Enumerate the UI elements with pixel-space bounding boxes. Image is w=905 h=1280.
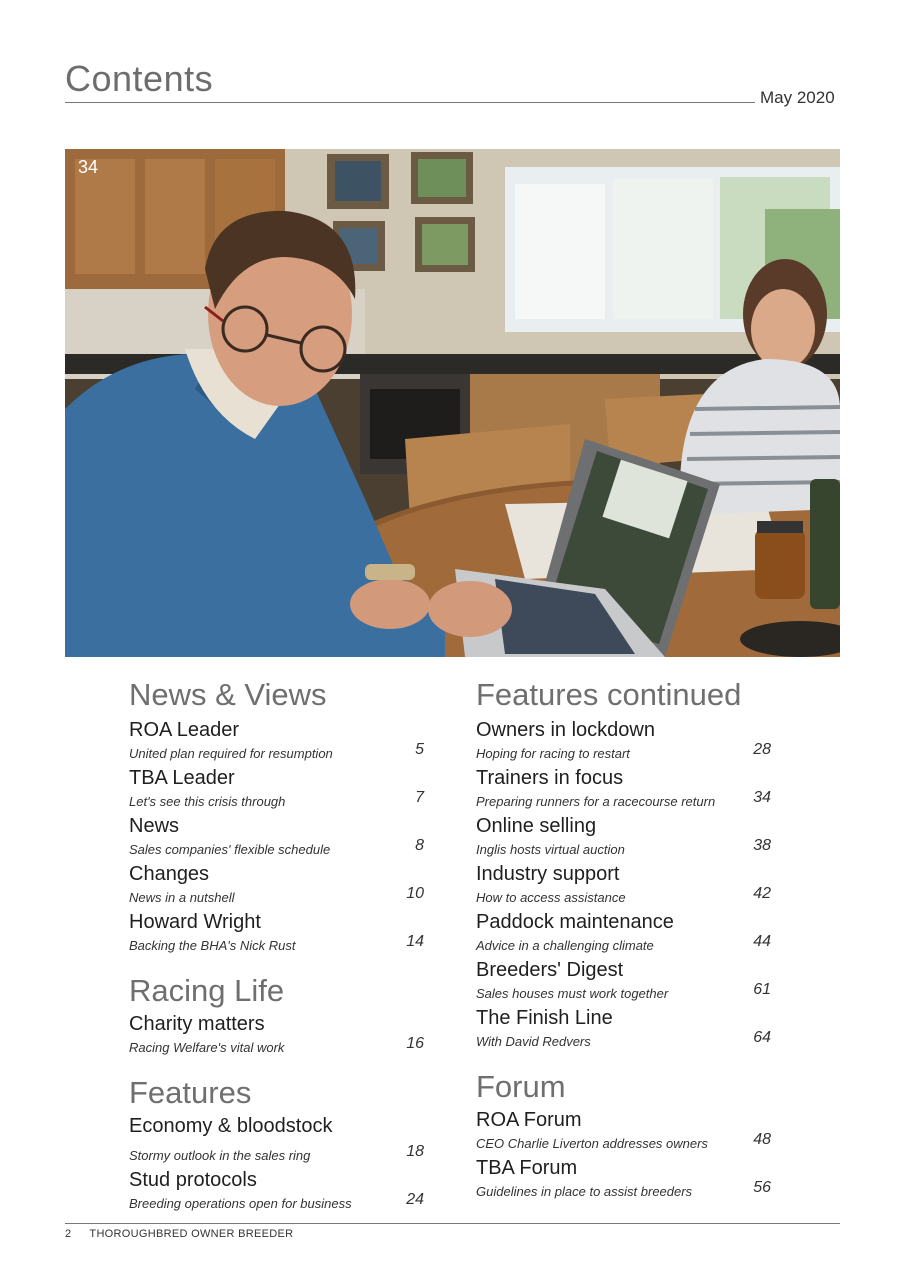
entry-subtitle: How to access assistance <box>476 890 626 905</box>
entry-title: Changes <box>129 863 210 885</box>
section-news-views <box>129 675 424 957</box>
entry-subtitle: Preparing runners for a racecourse return <box>476 794 716 809</box>
entry-title: Breeders' Digest <box>476 959 624 981</box>
contents-entry[interactable] <box>129 1167 424 1215</box>
entry-row <box>129 839 424 861</box>
entry-page-number: 16 <box>406 1035 424 1052</box>
entry-page-number: 8 <box>415 837 424 854</box>
entry-page-number: 38 <box>753 837 771 854</box>
entry-page-number: 44 <box>753 933 771 950</box>
entry-subtitle: United plan required for resumption <box>129 746 333 761</box>
entry-subtitle: With David Redvers <box>476 1034 591 1049</box>
entry-subtitle: Guidelines in place to assist breeders <box>476 1184 693 1199</box>
entry-title: TBA Leader <box>129 767 235 789</box>
section-heading: Forum <box>476 1069 566 1104</box>
contents-entry[interactable] <box>129 1113 424 1167</box>
entry-title: Industry support <box>476 863 620 885</box>
issue-date: May 2020 <box>760 88 835 107</box>
entry-subtitle: Let's see this crisis through <box>129 794 286 809</box>
entry-row <box>476 1133 771 1155</box>
entry-row <box>476 1031 771 1053</box>
entry-row <box>476 1181 771 1203</box>
entry-title: ROA Forum <box>476 1109 582 1131</box>
entry-title: The Finish Line <box>476 1007 613 1029</box>
entry-row <box>129 1145 424 1167</box>
entry-row <box>476 983 771 1005</box>
section-heading: Racing Life <box>129 973 285 1008</box>
section-heading: News & Views <box>129 677 327 712</box>
entry-subtitle: Hoping for racing to restart <box>476 746 630 761</box>
entry-subtitle: Advice in a challenging climate <box>476 938 654 953</box>
section-features-continued <box>476 675 771 1053</box>
entry-page-number: 48 <box>753 1131 771 1148</box>
entry-page-number: 64 <box>753 1029 771 1046</box>
entry-title: Stud protocols <box>129 1169 257 1191</box>
entry-page-number: 42 <box>753 885 771 902</box>
entry-page-number: 61 <box>753 981 771 998</box>
entry-row <box>129 791 424 813</box>
section-forum <box>476 1067 771 1203</box>
section-heading: Features <box>129 1075 252 1110</box>
entry-page-number: 34 <box>753 789 771 806</box>
section-features <box>129 1073 424 1215</box>
contents-entry[interactable] <box>129 909 424 957</box>
entry-title: Owners in lockdown <box>476 719 655 741</box>
cover-photo <box>65 149 840 657</box>
entry-page-number: 5 <box>415 741 424 758</box>
entry-subtitle: Backing the BHA's Nick Rust <box>129 938 296 953</box>
contents-column-left <box>129 675 424 1215</box>
contents-entry[interactable] <box>476 1107 771 1155</box>
entry-title: TBA Forum <box>476 1157 578 1179</box>
entry-subtitle: Breeding operations open for business <box>129 1196 352 1211</box>
page-footer <box>65 1228 293 1240</box>
contents-entry[interactable] <box>476 717 771 765</box>
entry-row <box>476 839 771 861</box>
entry-row <box>129 1037 424 1059</box>
entry-page-number: 7 <box>415 789 424 806</box>
section-heading: Features continued <box>476 677 742 712</box>
entry-row <box>129 935 424 957</box>
entry-page-number: 10 <box>406 885 424 902</box>
publication-name: THOROUGHBRED OWNER BREEDER <box>89 1228 294 1240</box>
entry-subtitle: Racing Welfare's vital work <box>129 1040 285 1055</box>
section-racing-life <box>129 971 424 1059</box>
contents-entry[interactable] <box>129 813 424 861</box>
entry-title: Online selling <box>476 815 597 837</box>
contents-entry[interactable] <box>129 765 424 813</box>
entry-row <box>129 887 424 909</box>
entry-page-number: 56 <box>753 1179 771 1196</box>
contents-entry[interactable] <box>476 909 771 957</box>
page-folio: 2 <box>65 1228 72 1240</box>
entry-subtitle: Stormy outlook in the sales ring <box>129 1148 311 1163</box>
entry-row <box>476 743 771 765</box>
entry-row <box>129 1193 424 1215</box>
kitchen-scene-illustration <box>65 149 840 657</box>
contents-entry[interactable] <box>476 813 771 861</box>
entry-subtitle: Sales houses must work together <box>476 986 669 1001</box>
photo-page-reference: 34 <box>78 157 99 177</box>
page-title: Contents <box>65 58 214 99</box>
entry-page-number: 14 <box>406 933 424 950</box>
contents-entry[interactable] <box>476 1155 771 1203</box>
entry-page-number: 28 <box>753 741 771 758</box>
entry-subtitle: CEO Charlie Liverton addresses owners <box>476 1136 708 1151</box>
title-rule <box>65 102 755 103</box>
entry-title: Economy & bloodstock <box>129 1115 333 1137</box>
contents-entry[interactable] <box>129 717 424 765</box>
contents-column-right <box>476 675 771 1203</box>
entry-row <box>476 887 771 909</box>
entry-row <box>476 791 771 813</box>
entry-subtitle: Inglis hosts virtual auction <box>476 842 625 857</box>
contents-entry[interactable] <box>476 861 771 909</box>
entry-title: Howard Wright <box>129 911 261 933</box>
entry-title: ROA Leader <box>129 719 240 741</box>
entry-title: News <box>129 815 180 837</box>
contents-entry[interactable] <box>476 957 771 1005</box>
entry-row <box>129 743 424 765</box>
entry-row <box>476 935 771 957</box>
contents-entry[interactable] <box>476 1005 771 1053</box>
entry-page-number: 18 <box>406 1143 424 1160</box>
contents-entry[interactable] <box>129 1011 424 1059</box>
entry-title: Paddock maintenance <box>476 911 674 933</box>
contents-entry[interactable] <box>476 765 771 813</box>
entry-subtitle: Sales companies' flexible schedule <box>129 842 331 857</box>
entry-title: Charity matters <box>129 1013 265 1035</box>
entry-subtitle: News in a nutshell <box>129 890 235 905</box>
entry-title: Trainers in focus <box>476 767 624 789</box>
footer-rule <box>65 1223 840 1224</box>
entry-page-number: 24 <box>406 1191 424 1208</box>
contents-entry[interactable] <box>129 861 424 909</box>
